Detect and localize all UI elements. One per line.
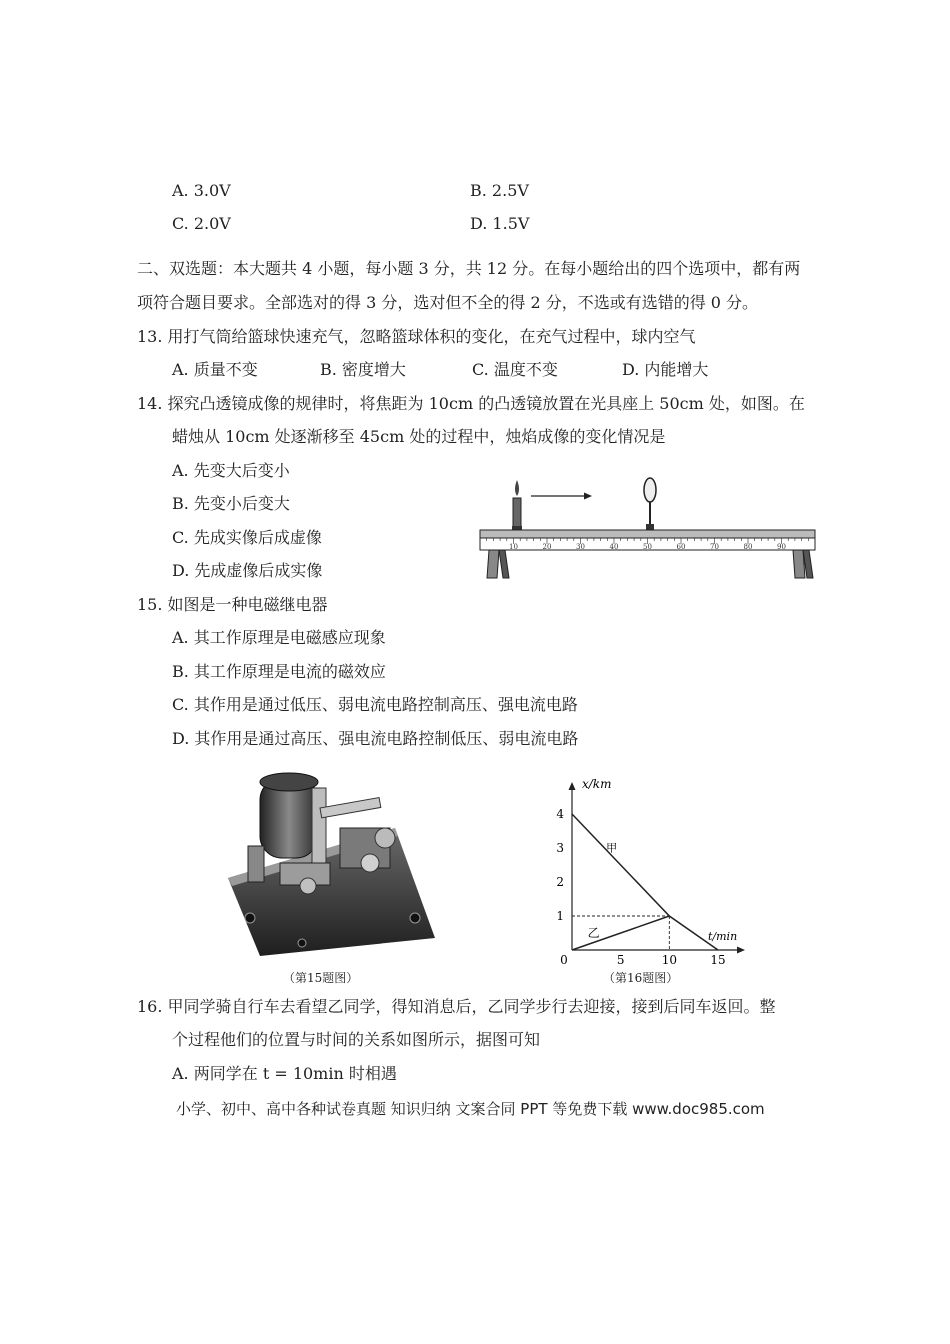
q15-option-d: D. 其作用是通过高压、强电流电路控制低压、弱电流电路 (172, 729, 579, 748)
q13-option-b: B. 密度增大 (320, 360, 406, 379)
ruler-tick-label: 10 (509, 543, 518, 551)
x-tick-label: 15 (710, 953, 726, 965)
y-axis-arrow (569, 782, 576, 790)
q16-stem-line1: 16. 甲同学骑自行车去看望乙同学，得知消息后，乙同学步行去迎接，接到后同车返回。整 (137, 997, 776, 1016)
x-tick-label: 5 (616, 953, 625, 965)
section2-line2: 项符合题目要求。全部选对的得 3 分，选对但不全的得 2 分，不选或有选错的得 0 分。 (137, 293, 759, 312)
page-footer: 小学、初中、高中各种试卷真题 知识归纳 文案合同 PPT 等免费下载 www.doc985.com (176, 1100, 765, 1118)
movement-arrow (531, 493, 592, 500)
bench-legs (487, 550, 813, 578)
ruler-tick-label: 40 (609, 543, 619, 551)
q15-option-a: A. 其工作原理是电磁感应现象 (172, 628, 386, 647)
ruler-tick-label: 70 (710, 543, 719, 551)
q12-option-b: B. 2.5V (470, 181, 529, 200)
convex-lens-icon (644, 478, 656, 530)
q13-option-a: A. 质量不变 (172, 360, 258, 379)
ruler-tick-label: 60 (676, 543, 686, 551)
x-tick-label: 0 (560, 953, 568, 965)
chart-series (572, 814, 718, 950)
chart-ylabel: x/km (582, 777, 612, 791)
q13-stem: 13. 用打气筒给篮球快速充气，忽略篮球体积的变化，在充气过程中，球内空气 (137, 327, 696, 346)
y-tick-label: 3 (556, 841, 564, 855)
ruler-tick-label: 20 (542, 543, 552, 551)
q12-option-c: C. 2.0V (172, 214, 231, 233)
q16-figure-caption: （第16题图） (603, 971, 679, 985)
ruler-tick-label: 30 (576, 543, 585, 551)
x-tick-label: 10 (661, 953, 677, 965)
section2-line1: 二、双选题：本大题共 4 小题，每小题 3 分，共 12 分。在每小题给出的四个选项中，都有两 (137, 259, 801, 278)
q12-option-a: A. 3.0V (172, 181, 231, 200)
electromagnetic-relay-image (220, 768, 440, 956)
q14-stem-line2: 蜡烛从 10cm 处逐渐移至 45cm 处的过程中，烛焰成像的变化情况是 (172, 427, 666, 446)
q15-figure-caption: （第15题图） (283, 971, 359, 985)
q14-option-d: D. 先成虚像后成实像 (172, 561, 323, 580)
q13-option-c: C. 温度不变 (472, 360, 558, 379)
q14-option-c: C. 先成实像后成虚像 (172, 528, 322, 547)
optical-bench-figure (475, 472, 820, 582)
ruler-tick-label: 90 (777, 543, 786, 551)
chart-xlabel: t/min (708, 930, 738, 943)
q14-option-b: B. 先变小后变大 (172, 494, 290, 513)
series-label-jia: 甲 (606, 841, 618, 855)
q16-stem-line2: 个过程他们的位置与时间的关系如图所示，据图可知 (172, 1030, 541, 1049)
q16-option-a: A. 两同学在 t = 10min 时相遇 (172, 1064, 397, 1083)
q12-option-d: D. 1.5V (470, 214, 530, 233)
candle-icon (512, 480, 522, 530)
x-axis-arrow (737, 947, 745, 954)
y-tick-label: 4 (556, 807, 564, 821)
position-time-chart (540, 770, 750, 965)
q15-option-c: C. 其作用是通过低压、弱电流电路控制高压、强电流电路 (172, 695, 578, 714)
y-tick-label: 1 (556, 909, 564, 923)
q14-stem-line1: 14. 探究凸透镜成像的规律时，将焦距为 10cm 的凸透镜放置在光具座上 50cm 处，如图。在 (137, 394, 805, 413)
q14-option-a: A. 先变大后变小 (172, 461, 290, 480)
q15-stem: 15. 如图是一种电磁继电器 (137, 595, 328, 614)
series-label-yi: 乙 (587, 926, 600, 940)
ruler-tick-label: 80 (743, 543, 753, 551)
q13-option-d: D. 内能增大 (622, 360, 709, 379)
q15-option-b: B. 其工作原理是电流的磁效应 (172, 662, 386, 681)
y-tick-label: 2 (556, 875, 564, 889)
ruler-tick-label: 50 (643, 543, 652, 551)
